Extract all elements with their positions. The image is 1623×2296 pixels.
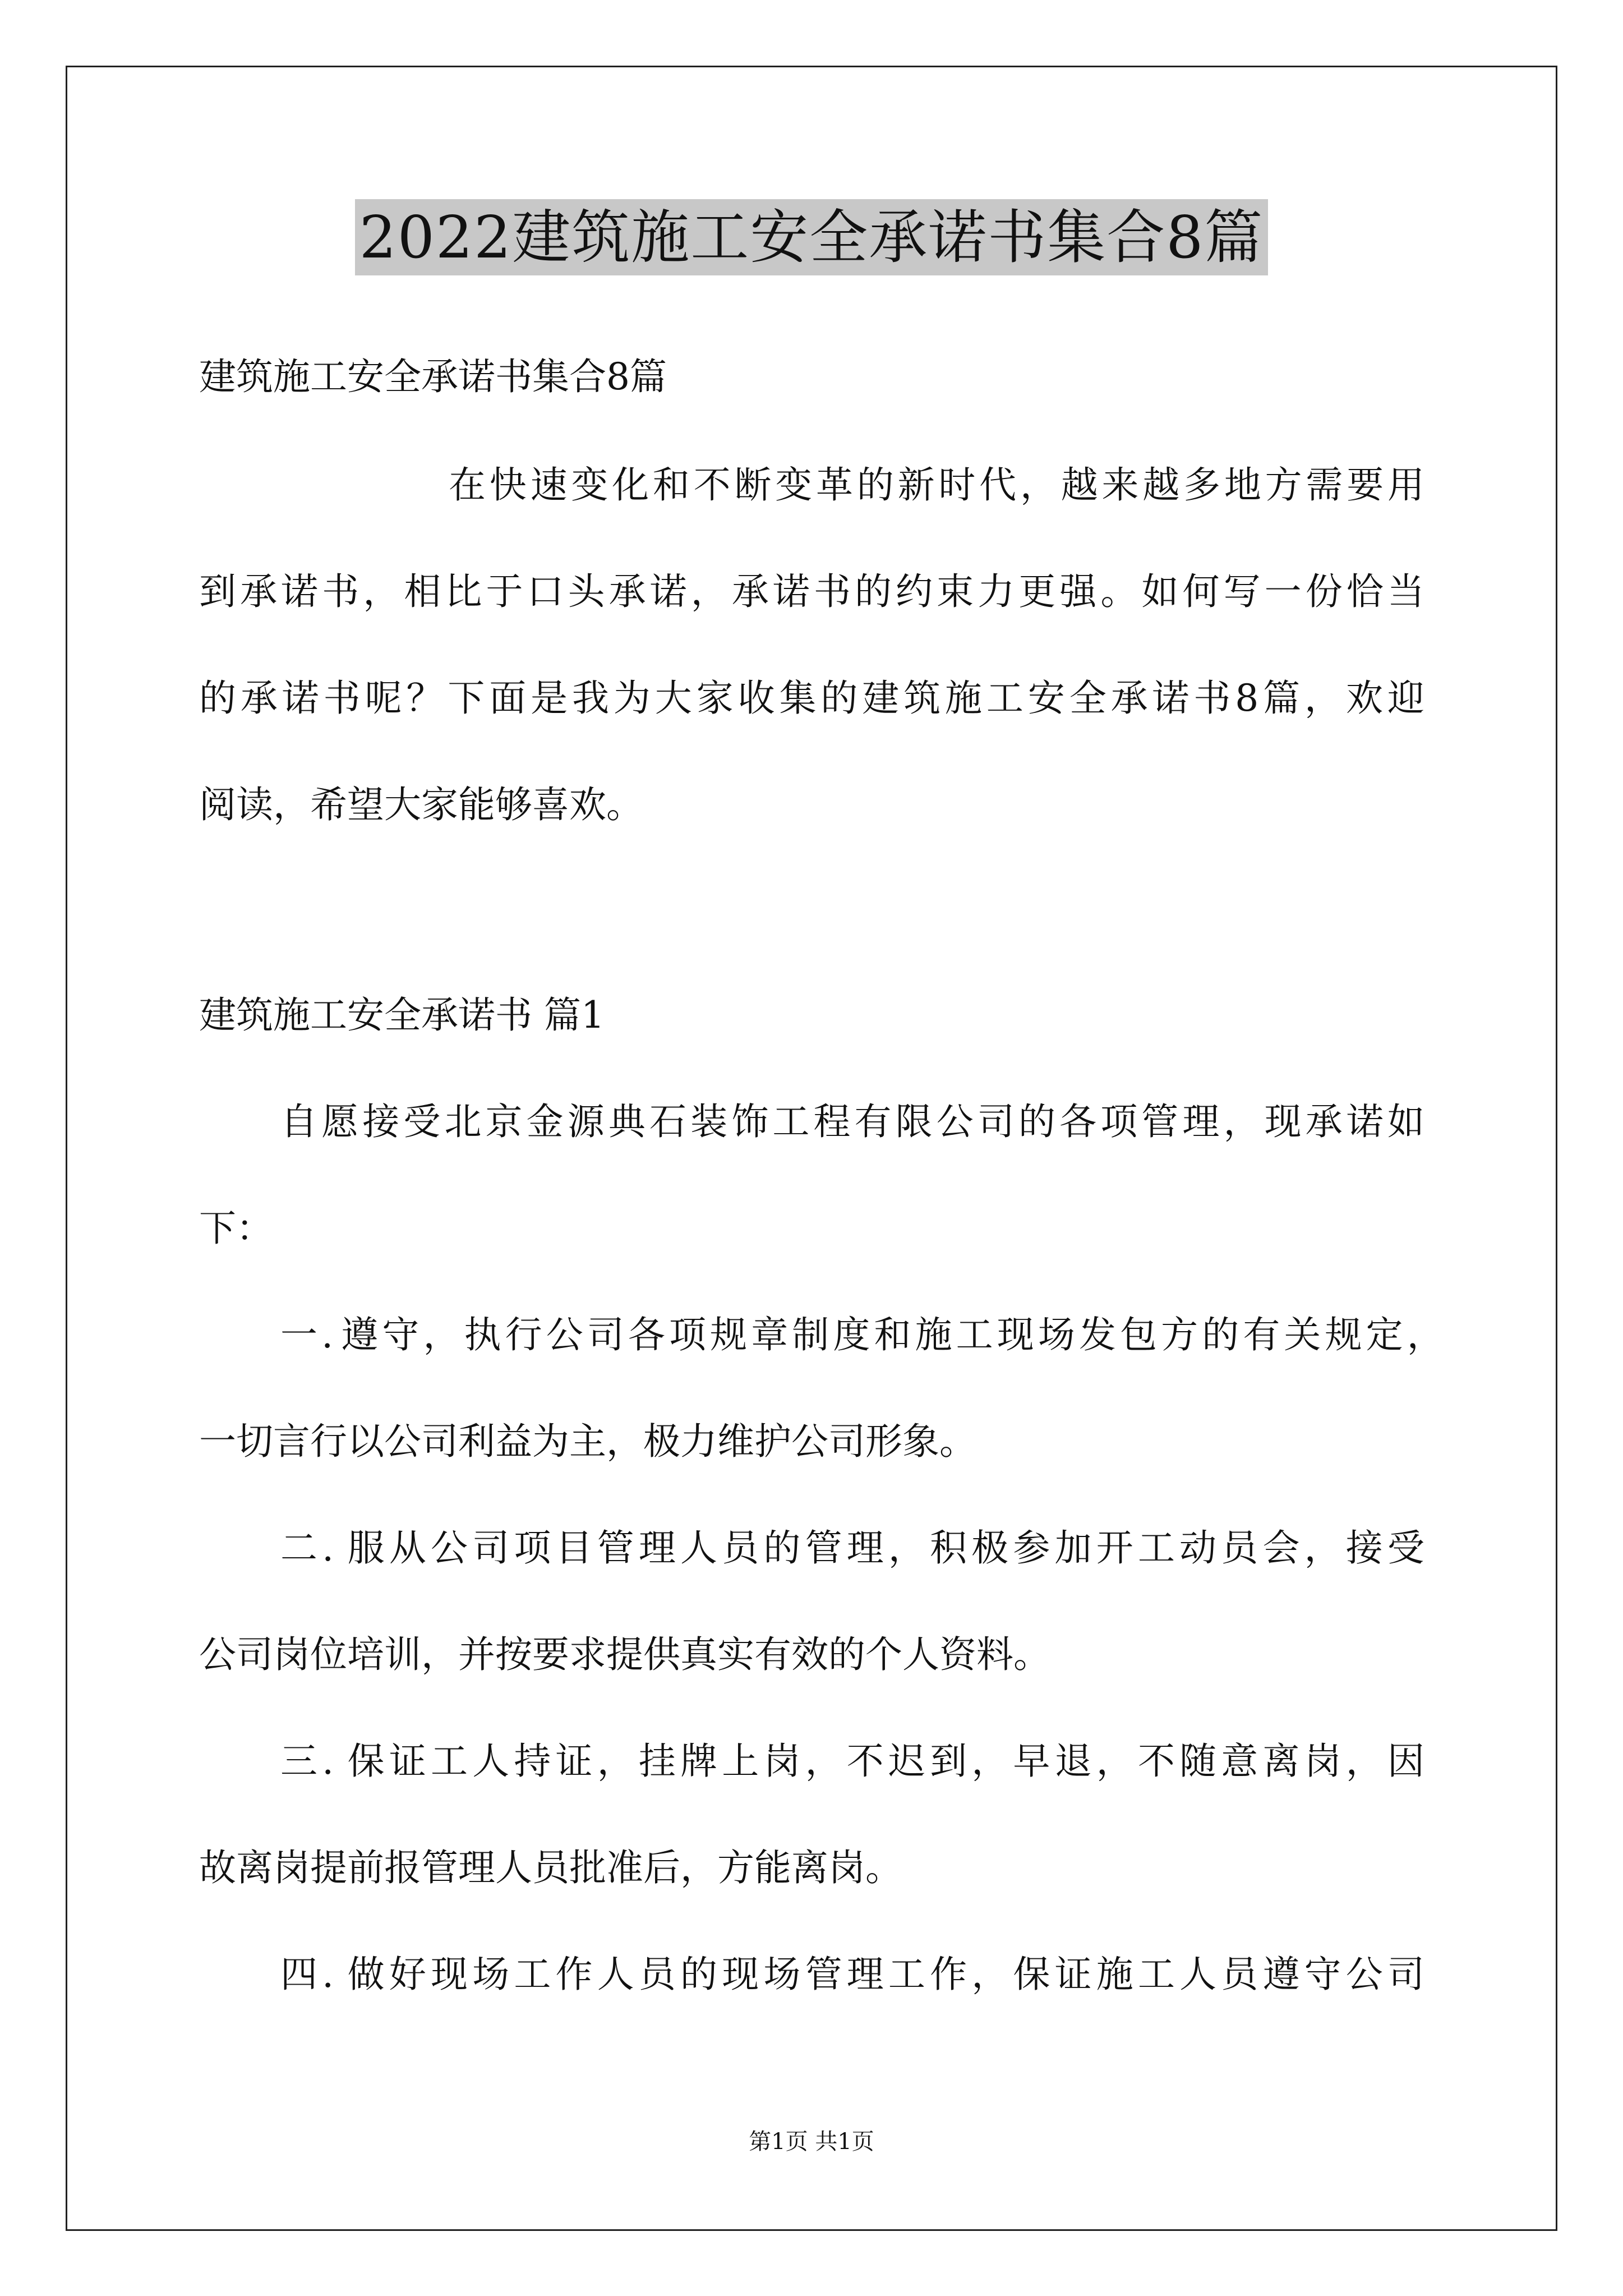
body-line-2: 下： [199, 1207, 273, 1250]
body-line-3: 一 . 遵 守 ， 执 行 公 司 各 项 规 章 制 度 和 施 工 现 场 发 包 方 的 有 关 规 定 ， [280, 1313, 1444, 1356]
page-footer [0, 2125, 1623, 2159]
page-number-label: 第1页 共1页 [749, 2129, 874, 2155]
body-line-7: 三 . 保 证 工 人 持 证 ， 挂 牌 上 岗 ， 不 迟 到 ， 早 退 ， 不 随 意 离 岗 ， 因 [280, 1740, 1424, 1783]
body-line-6: 公司岗位培训，并按要求提供真实有效的个人资料。 [199, 1633, 1050, 1676]
body-line-9: 四 . 做 好 现 场 工 作 人 员 的 现 场 管 理 工 作 ， 保 证 施 工 人 员 遵 守 公 司 [280, 1953, 1424, 1996]
intro-line-1: 在 快 速 变 化 和 不 断 变 革 的 新 时 代 ， 越 来 越 多 地 方 需 要 用 [449, 463, 1424, 507]
document-title: 2022建筑施工安全承诺书集合8篇 [355, 199, 1269, 275]
intro-line-2: 到 承 诺 书 ， 相 比 于 口 头 承 诺 ， 承 诺 书 的 约 束 力 更 强 。 如 何 写 一 份 恰 当 [199, 570, 1424, 613]
document-subtitle: 建筑施工安全承诺书集合8篇 [199, 355, 667, 398]
intro-line-4: 阅读，希望大家能够喜欢。 [199, 783, 643, 826]
intro-line-3: 的 承 诺 书 呢 ？ 下 面 是 我 为 大 家 收 集 的 建 筑 施 工 安 全 承 诺 书 8 篇 ， 欢 迎 [199, 677, 1424, 720]
body-line-5: 二 . 服 从 公 司 项 目 管 理 人 员 的 管 理 ， 积 极 参 加 开 工 动 员 会 ， 接 受 [280, 1526, 1424, 1570]
body-line-1: 自 愿 接 受 北 京 金 源 典 石 装 饰 工 程 有 限 公 司 的 各 项 管 理 ， 现 承 诺 如 [280, 1100, 1424, 1143]
title-container [0, 199, 1623, 275]
section-heading: 建筑施工安全承诺书 篇1 [199, 993, 605, 1037]
body-line-8: 故离岗提前报管理人员批准后，方能离岗。 [199, 1846, 902, 1889]
body-line-4: 一切言行以公司利益为主，极力维护公司形象。 [199, 1420, 976, 1463]
